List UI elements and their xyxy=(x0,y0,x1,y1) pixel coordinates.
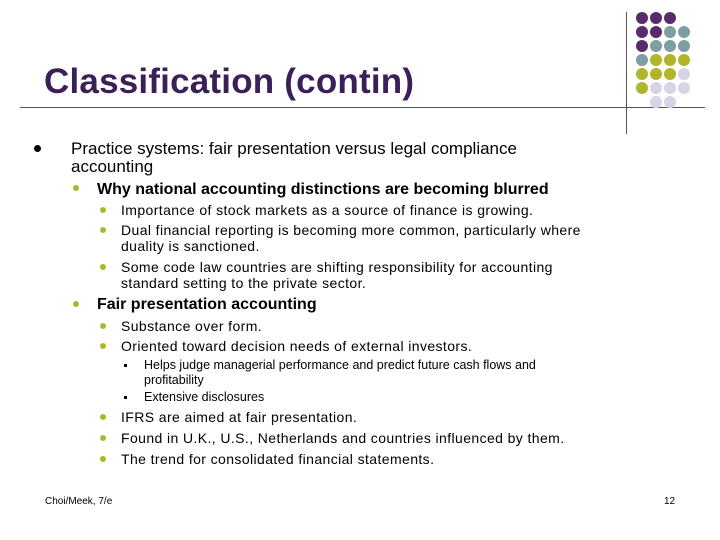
found-in-text: Found in U.K., U.S., Netherlands and countries influenced by them. xyxy=(121,430,565,446)
bullet-icon xyxy=(100,435,106,441)
bullet-icon xyxy=(73,301,79,307)
decorative-dot xyxy=(650,82,662,94)
fair-presentation-heading: Fair presentation accounting xyxy=(97,296,317,313)
blurred-heading: Why national accounting distinctions are becoming blurred xyxy=(97,181,549,198)
decorative-dot xyxy=(678,54,690,66)
decorative-dot xyxy=(650,68,662,80)
decorative-dot xyxy=(678,40,690,52)
bullet-icon xyxy=(100,343,106,349)
decorative-dot xyxy=(650,96,662,108)
decorative-dot xyxy=(664,54,676,66)
decorative-dot xyxy=(664,40,676,52)
decorative-dot xyxy=(636,12,648,24)
decorative-dot xyxy=(636,40,648,52)
decorative-dot xyxy=(650,40,662,52)
bullet-icon xyxy=(34,145,41,152)
decorative-dot xyxy=(650,54,662,66)
code-law-line2: standard setting to the private sector. xyxy=(121,275,367,291)
decorative-dot xyxy=(650,12,662,24)
helps-judge-line1: Helps judge managerial performance and predict future cash flows and xyxy=(144,358,536,372)
bullet-icon xyxy=(100,323,106,329)
practice-systems-line2: accounting xyxy=(71,157,154,176)
decorative-dot xyxy=(678,82,690,94)
bullet-icon xyxy=(100,264,106,270)
consolidated-trend-text: The trend for consolidated financial statements. xyxy=(121,451,435,467)
oriented-text: Oriented toward decision needs of external investors. xyxy=(121,338,473,354)
bullet-icon xyxy=(100,207,106,213)
decorative-dot xyxy=(678,68,690,80)
decorative-dot xyxy=(636,54,648,66)
helps-judge-line2: profitability xyxy=(144,373,204,387)
decorative-dot xyxy=(650,26,662,38)
vertical-divider xyxy=(626,12,627,134)
decorative-dot xyxy=(664,68,676,80)
decorative-dot xyxy=(636,68,648,80)
footer-source: Choi/Meek, 7/e xyxy=(45,496,113,507)
square-bullet-icon xyxy=(124,396,127,399)
bullet-icon xyxy=(100,456,106,462)
dual-reporting-line1: Dual financial reporting is becoming more common, particularly where xyxy=(121,222,581,238)
slide-title: Classification (contin) xyxy=(44,62,415,101)
substance-text: Substance over form. xyxy=(121,318,263,334)
decorative-dot xyxy=(664,12,676,24)
decorative-dot xyxy=(636,82,648,94)
decorative-dot xyxy=(664,96,676,108)
bullet-icon xyxy=(100,414,106,420)
title-underline xyxy=(20,107,705,108)
extensive-disclosures-text: Extensive disclosures xyxy=(144,390,265,404)
dual-reporting-line2: duality is sanctioned. xyxy=(121,238,260,254)
square-bullet-icon xyxy=(124,364,127,367)
slide-number: 12 xyxy=(664,496,676,507)
decorative-dot xyxy=(664,26,676,38)
bullet-icon xyxy=(100,227,106,233)
decorative-dot xyxy=(678,26,690,38)
bullet-icon xyxy=(73,185,79,191)
practice-systems-line1: Practice systems: fair presentation versus legal compliance xyxy=(71,139,517,158)
ifrs-text: IFRS are aimed at fair presentation. xyxy=(121,409,358,425)
code-law-line1: Some code law countries are shifting responsibility for accounting xyxy=(121,259,553,275)
stock-markets-text: Importance of stock markets as a source of finance is growing. xyxy=(121,202,534,218)
decorative-dot xyxy=(664,82,676,94)
decorative-dot xyxy=(636,26,648,38)
